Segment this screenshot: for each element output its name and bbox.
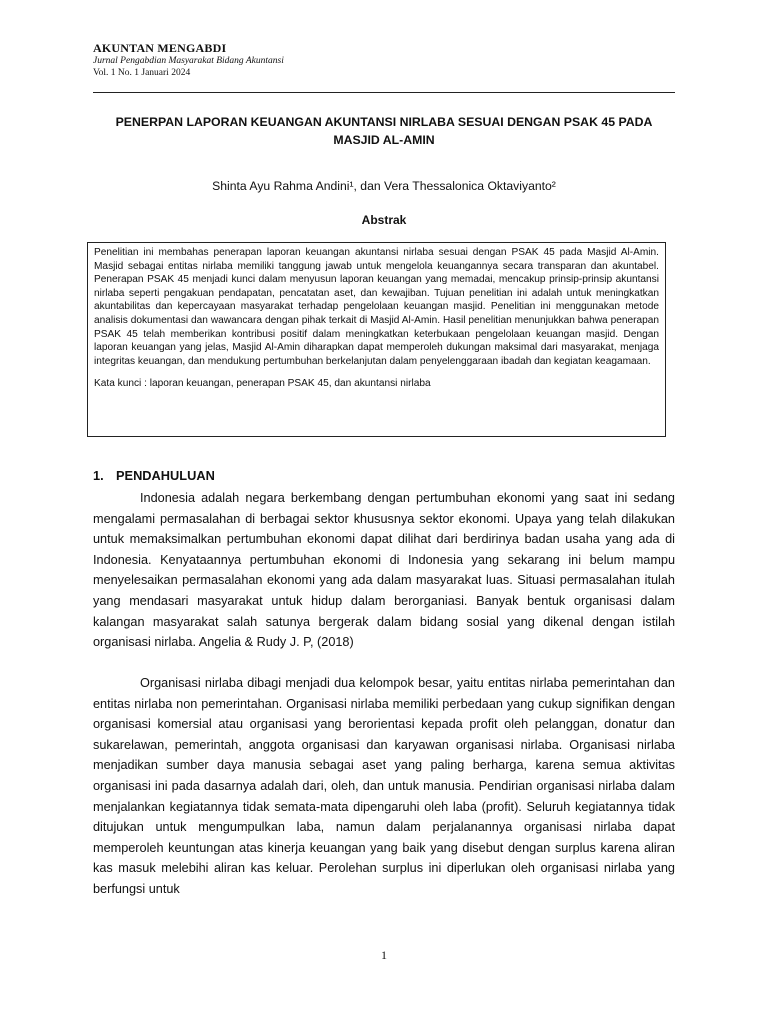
journal-name: AKUNTAN MENGABDI [93, 41, 227, 55]
abstract-heading: Abstrak [361, 213, 407, 227]
keywords: Kata kunci : laporan keuangan, penerapan PSAK 45, dan akuntansi nirlaba [94, 378, 431, 390]
body-paragraph: Organisasi nirlaba dibagi menjadi dua kelompok besar, yaitu entitas nirlaba pemerintahan dan entitas nirlaba non pemerintahan. Organisasi nirlaba memiliki perbedaan yang cukup signifikan dengan organisasi komersial atau organisasi yang berorientasi kepada profit oleh pelanggan, donatur dan sukarelawan, pemerintah, anggota organisasi dan karyawan organisasi nirlaba. Organisasi nirlaba menjadikan sumber daya manusia sebagai aset yang paling berharga, karena semua aktivitas organisasi ini pada dasarnya adalah dari, oleh, dan untuk manusia. Pendirian organisasi nirlaba dalam menjalankan kegiatannya tidak semata-mata dipengaruhi oleh laba (profit). Seluruh kegiatannya tidak ditujukan untuk mengumpulkan laba, namun dalam perjalanannya organisasi nirlaba dapat memperoleh keuntungan atas kinerja keuangan yang baik yang disebut dengan surplus karena aliran kas masuk melebihi aliran kas keluar. Perolehan surplus ini diperlukan oleh organisasi nirlaba yang berfungsi untuk [93, 676, 675, 896]
section-heading [93, 468, 215, 484]
journal-volume: Vol. 1 No. 1 Januari 2024 [93, 68, 191, 78]
journal-subtitle: Jurnal Pengabdian Masyarakat Bidang Akuntansi [93, 56, 284, 66]
page-number: 1 [381, 948, 387, 962]
abstract-text: Penelitian ini membahas penerapan laporan keuangan akuntansi nirlaba sesuai dengan PSAK 45 pada Masjid Al-Amin. Masjid sebagai entitas nirlaba memiliki tanggung jawab untuk mengelola keuangannya secara transparan dan akuntabel. Penerapan PSAK 45 menjadi kunci dalam menyusun laporan keuangan yang memadai, mencakup prinsip-prinsip akuntansi nirlaba seperti pengakuan pendapatan, pencatatan aset, dan kewajiban. Tujuan penelitian ini adalah untuk meningkatkan akuntabilitas dan kepercayaan masyarakat terhadap pengelolaan keuangan masjid. Penelitian ini menggunakan metode analisis dokumentasi dan wawancara dengan pihak terkait di Masjid Al-Amin. Hasil penelitian menunjukkan bahwa penerapan PSAK 45 telah memberikan kontribusi positif dalam meningkatkan keterbukaan pengelolaan keuangan masjid. Dengan laporan keuangan yang jelas, Masjid Al-Amin diharapkan dapat memperoleh dukungan maksimal dari masyarakat, menjaga integritas keuangan, dan mendukung pertumbuhan berkelanjutan dalam penyelenggaraan ibadah dan kegiatan keagamaan. [94, 247, 659, 367]
body-paragraph: Indonesia adalah negara berkembang dengan pertumbuhan ekonomi yang saat ini sedang mengalami permasalahan di berbagai sektor khususnya sektor ekonomi. Upaya yang telah dilakukan untuk memaksimalkan pertumbuhan ekonomi dapat dilihat dari berdirinya badan usaha yang ada di Indonesia. Kenyataannya pertumbuhan ekonomi di Indonesia yang sekarang ini belum mampu menyelesaikan permasalahan ekonomi yang ada dalam masyarakat luas. Situasi permasalahan itulah yang mendasari masyarakat untuk hidup dalam berorganiasi. Banyak bentuk organisasi dalam kalangan masyarakat salah satunya bergerak dalam bidang sosial yang dikenal dengan istilah organisasi nirlaba. Angelia & Rudy J. P, (2018) [93, 491, 675, 650]
section-title: PENDAHULUAN [116, 468, 215, 483]
abstract-box [87, 242, 666, 437]
paper-authors: Shinta Ayu Rahma Andini¹, dan Vera Thessalonica Oktaviyanto² [212, 179, 556, 193]
paper-title: PENERPAN LAPORAN KEUANGAN AKUNTANSI NIRLABA SESUAI DENGAN PSAK 45 PADA MASJID AL-AMIN [115, 115, 653, 147]
header-divider [93, 92, 675, 93]
journal-header [93, 41, 675, 79]
section-number: 1. [93, 468, 104, 483]
